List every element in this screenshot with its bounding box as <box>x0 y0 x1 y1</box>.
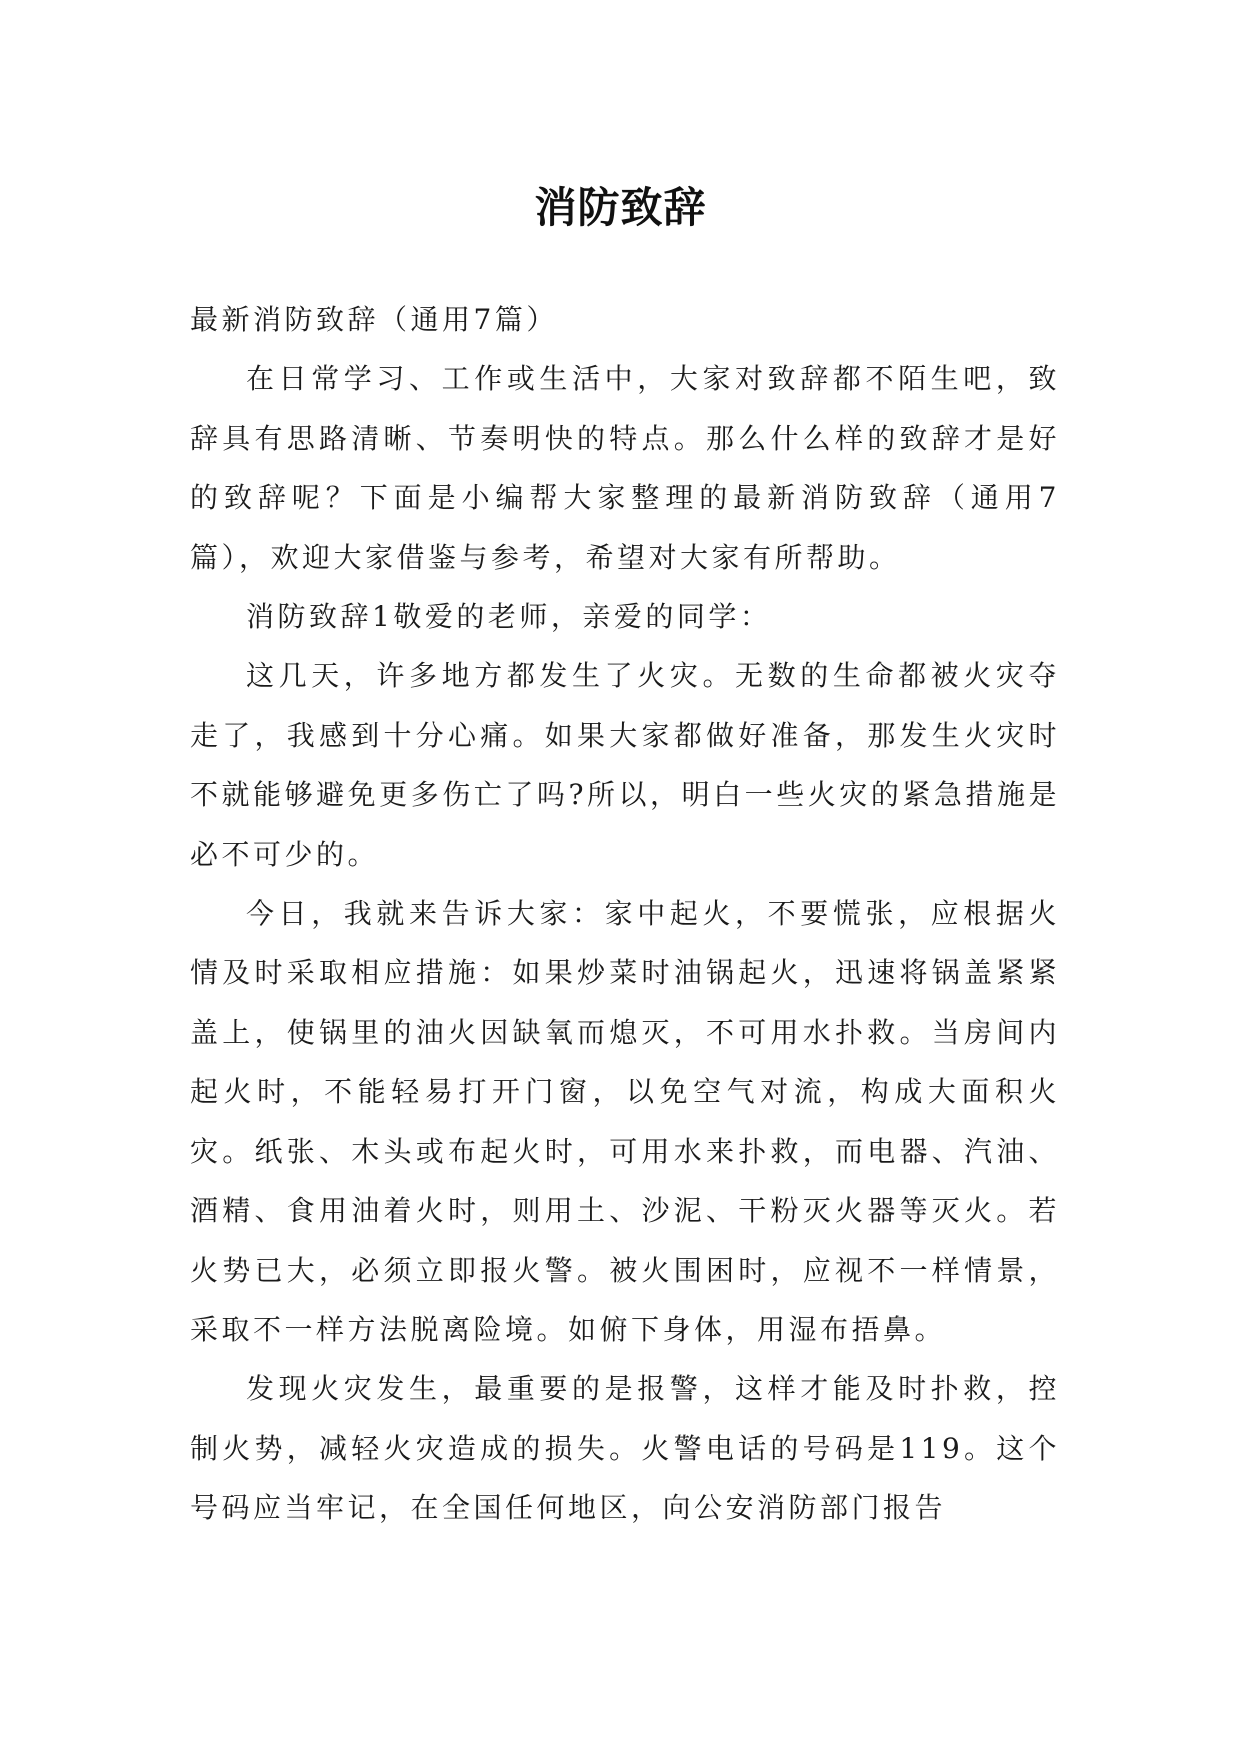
document-body <box>190 290 1060 1538</box>
subtitle-paragraph: 最新消防致辞（通用7篇） <box>190 303 558 336</box>
salutation-paragraph: 消防致辞1敬爱的老师，亲爱的同学： <box>246 600 772 634</box>
document-title: 消防致辞 <box>534 183 707 233</box>
intro-paragraph: 在日常学习、工作或生活中，大家对致辞都不陌生吧，致辞具有思路清晰、节奏明快的特点。那么什么样的致辞才是好的致辞呢？下面是小编帮大家整理的最新消防致辞（通用7篇），欢迎大家借鉴与参考，希望对大家有所帮助。 <box>190 362 1060 574</box>
body-paragraph: 发现火灾发生，最重要的是报警，这样才能及时扑救，控制火势，减轻火灾造成的损失。火警电话的号码是119。这个号码应当牢记，在全国任何地区，向公安消防部门报告 <box>190 1372 1060 1525</box>
body-paragraph: 今日，我就来告诉大家：家中起火，不要慌张，应根据火情及时采取相应措施：如果炒菜时油锅起火，迅速将锅盖紧紧盖上，使锅里的油火因缺氧而熄灭，不可用水扑救。当房间内起火时，不能轻易打开门窗，以免空气对流，构成大面积火灾。纸张、木头或布起火时，可用水来扑救，而电器、汽油、酒精、食用油着火时，则用土、沙泥、干粉灭火器等灭火。若火势已大，必须立即报火警。被火围困时，应视不一样情景，采取不一样方法脱离险境。如俯下身体，用湿布捂鼻。 <box>190 897 1060 1346</box>
body-paragraph: 这几天，许多地方都发生了火灾。无数的生命都被火灾夺走了，我感到十分心痛。如果大家都做好准备，那发生火灾时不就能够避免更多伤亡了吗?所以，明白一些火灾的紧急措施是必不可少的。 <box>190 659 1060 871</box>
